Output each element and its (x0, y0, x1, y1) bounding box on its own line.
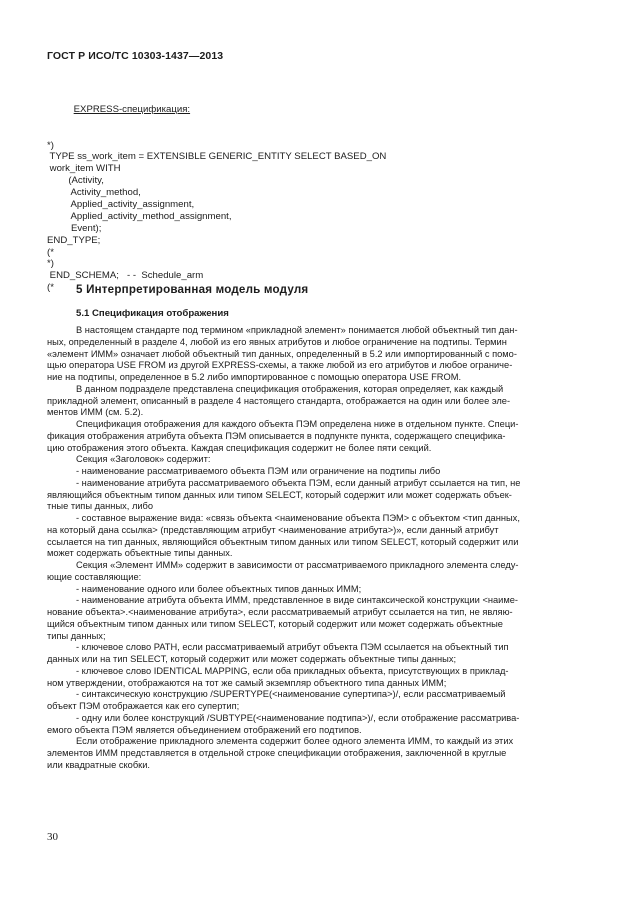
text-line: являющийся объектным типом данных или типом SELECT, который содержит или может содержать объек- (47, 489, 512, 500)
code-line: END_SCHEMA; - - Schedule_arm (47, 270, 204, 282)
text-line: Если отображение прикладного элемента содержит более одного элемента ИММ, то каждый из этих (76, 736, 514, 747)
text-line: цию отображения этого объекта. Каждая спецификация содержит не более пяти секций. (47, 442, 432, 453)
text-line: тные типы данных, либо (47, 501, 154, 512)
text-line: - синтаксическую конструкцию /SUPERTYPE(<наименование супертипа>)/, если рассматриваемый (76, 689, 506, 700)
code-line: (* (47, 246, 54, 258)
text-line: Секция «Заголовок» содержит: (76, 454, 211, 465)
code-line: (Activity, (47, 175, 104, 187)
text-line: на который дана ссылка> (представляющим атрибут <наименование атрибута>)», если данный атрибут (47, 524, 499, 535)
code-line: *) (47, 258, 54, 270)
text-line: может содержать объектные типы данных. (47, 548, 233, 559)
text-line: щью оператора USE FROM из другой EXPRESS-схемы, а также любой из его атрибутов и любое ограниче- (47, 360, 513, 371)
text-line: прикладной элемент, описанный в разделе 4 настоящего стандарта, отображается на один или более эле- (47, 395, 511, 406)
section-5-title: 5 Интерпретированная модель модуля (76, 283, 309, 296)
text-line: - наименование одного или более объектных типов данных ИММ; (76, 583, 362, 594)
text-line: - составное выражение вида: «связь объекта <наименование объекта ПЭМ> с объектом <тип данных, (76, 513, 520, 523)
text-line: - наименование рассматриваемого объекта ПЭМ или ограничение на подтипы либо (76, 466, 441, 476)
text-line: ссылается на тип данных, являющийся объектным типом данных или типом SELECT, который содержит или (47, 536, 519, 547)
text-line: - одну или более конструкций /SUBTYPE(<наименование подтипа>)/, если отображение рассматрива- (76, 712, 520, 723)
page-number: 30 (47, 831, 58, 843)
text-line: - ключевое слово IDENTICAL MAPPING, если оба прикладных объекта, присутствующих в приклад- (76, 665, 509, 676)
code-line: Applied_activity_method_assignment, (47, 210, 232, 222)
text-line: фикация отображения атрибута объекта ПЭМ описывается в подпункте пункта, содержащего специфика- (47, 430, 506, 441)
text-line: объект ПЭМ отображается как его супертип; (47, 701, 240, 711)
text-line: В данном подразделе представлена спецификация отображения, которая определяет, как каждый (76, 383, 504, 394)
text-line: - наименование атрибута объекта ИММ, представленное в виде синтаксической конструкции <наиме- (76, 595, 519, 606)
text-line: «элемент ИММ» означает любой объектный тип данных, определенный в 5.2 или импортированный с помо- (47, 348, 517, 359)
code-line: (* (47, 282, 54, 294)
text-line: ментов ИММ (см. 5.2). (47, 407, 144, 418)
text-line: или квадратные скобки. (47, 759, 151, 770)
text-line: ном утверждении, отображаются на тот же самый экземпляр объектного типа данных ИММ; (47, 677, 447, 688)
code-line: Applied_activity_assignment, (47, 198, 195, 210)
text-line: типы данных; (47, 630, 106, 641)
text-line: емого объекта ПЭМ является объединением отображений его подтипов. (47, 724, 362, 735)
text-line: ных, определенный в разделе 4, любой из его явных атрибутов и любое ограничение на подтипы. Термин (47, 336, 507, 347)
text-line: нование объекта>.<наименование атрибута>, если рассматриваемый атрибут ссылается на тип, не являю- (47, 607, 513, 617)
text-line: В настоящем стандарте под термином «прикладной элемент» понимается любой объектный тип дан- (76, 325, 518, 335)
text-line: Спецификация отображения для каждого объекта ПЭМ определена ниже в отдельном пункте. Специ- (76, 419, 519, 429)
code-line: *) (47, 139, 54, 151)
code-line: work_item WITH (47, 163, 121, 175)
text-line: щийся объектным типом данных или типом SELECT, который содержит или может содержать объектные (47, 618, 503, 629)
code-line: TYPE ss_work_item = EXTENSIBLE GENERIC_ENTITY SELECT BASED_ON (47, 151, 387, 163)
text-line: Секция «Элемент ИММ» содержит в зависимости от рассматриваемого прикладного элемента следу- (76, 560, 519, 570)
express-code-lines (47, 140, 607, 295)
code-line: Event); (47, 222, 102, 234)
text-line: - ключевое слово PATH, если рассматриваемый атрибут объекта ПЭМ ссылается на объектный тип (76, 642, 509, 653)
text-line: элементов ИММ представляется в отдельной строке спецификации отображения, заключенной в круглые (47, 748, 507, 758)
code-line: Activity_method, (47, 187, 141, 199)
text-line: ние на подтипы, определенное в 5.2 либо импортированное с помощью оператора USE FROM. (47, 372, 462, 382)
text-line: данных или на тип SELECT, который содержит или может содержать объектные типы данных; (47, 654, 457, 664)
section-5-1-title: 5.1 Спецификация отображения (76, 308, 229, 319)
section-body-text (47, 325, 585, 772)
document-header: ГОСТ Р ИСО/ТС 10303-1437—2013 (47, 50, 224, 62)
code-line: END_TYPE; (47, 234, 101, 246)
text-line: - наименование атрибута рассматриваемого объекта ПЭМ, если данный атрибут ссылается на тип, не (76, 477, 521, 488)
text-line: ющие составляющие: (47, 571, 142, 582)
express-heading: EXPRESS-спецификация: (73, 103, 191, 115)
